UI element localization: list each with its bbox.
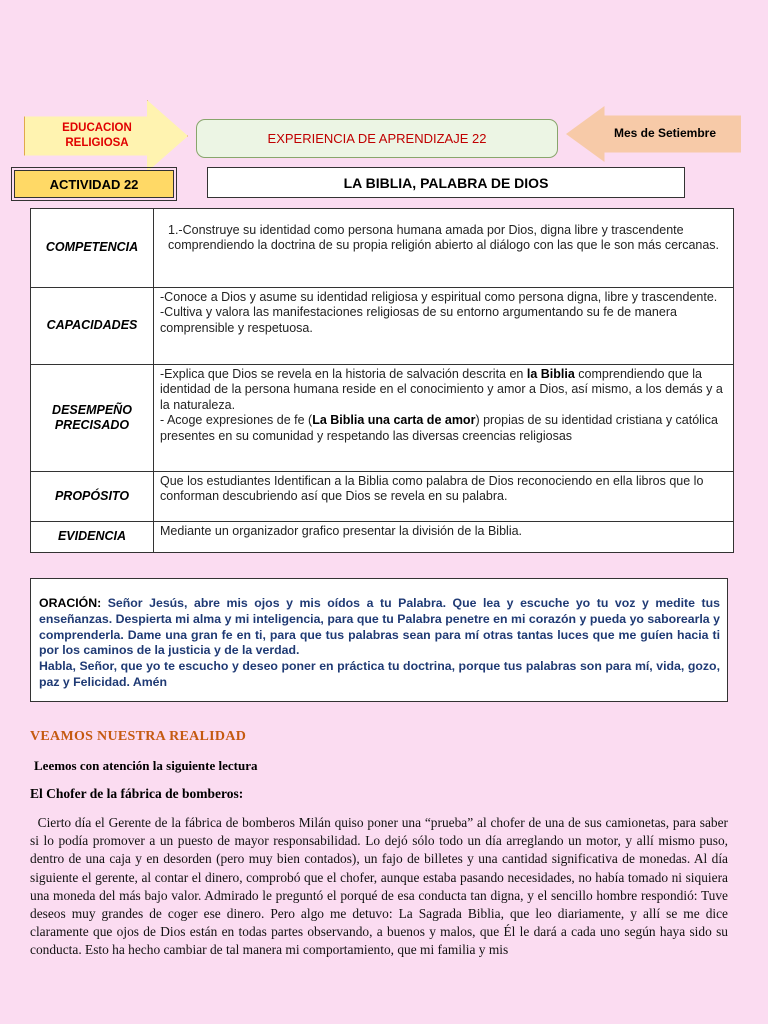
reading-instruction: Leemos con atención la siguiente lectura <box>34 758 258 773</box>
competencia-text: 1.-Construye su identidad como persona humana amada por Dios, digna libre y trascendente comprendiendo la doctrina de su propia religión abierto al diálogo con las que le son más cercanas. <box>154 209 734 288</box>
desempeno-cell <box>154 365 734 472</box>
desempeno-label-line1: DESEMPEÑO <box>52 402 132 417</box>
capacidades-text-2: -Cultiva y valora las manifestaciones religiosas de su entorno argumentando su fe de manera comprensible y respetuosa. <box>160 305 677 335</box>
competency-table <box>30 208 734 553</box>
table-row-competencia <box>31 209 734 288</box>
desempeno-text-2 <box>160 413 727 444</box>
evidencia-label: EVIDENCIA <box>31 522 154 553</box>
prayer-body: Señor Jesús, abre mis ojos y mis oídos a tu Palabra. Que lea y escuche yo tu voz y medite tus enseñanzas. Despierta mi alma y mi inteligencia, para que tu Palabra penetre en mi corazón y pueda yo saborearla y comprenderla. Dame una gran fe en ti, para que tus palabras sean para mí otras tantas luces que me guíen hacia ti por los caminos de la justicia y de la verdad. <box>39 596 720 658</box>
desempeno-part3: - Acoge expresiones de fe ( <box>160 413 313 428</box>
activity-box <box>14 170 174 198</box>
table-row-capacidades <box>31 288 734 365</box>
competencia-label: COMPETENCIA <box>31 209 154 288</box>
capacidades-text-1: -Conoce a Dios y asume su identidad religiosa y espiritual como persona digna, libre y trascendente. <box>160 290 718 304</box>
capacidades-label: CAPACIDADES <box>31 288 154 365</box>
proposito-text: Que los estudiantes Identifican a la Biblia como palabra de Dios reconociendo en ella libros que lo conforman descubriendo así que Dios se revela en su palabra. <box>154 472 734 522</box>
evidencia-text: Mediante un organizador grafico presentar la división de la Biblia. <box>154 522 734 553</box>
section-heading: VEAMOS NUESTRA REALIDAD <box>30 729 247 744</box>
story-text <box>30 814 728 960</box>
desempeno-label-line2: PRECISADO <box>54 418 130 432</box>
story-title: El Chofer de la fábrica de bomberos: <box>30 786 244 801</box>
desempeno-bold1: la Biblia <box>526 367 575 381</box>
area-label: EDUCACION RELIGIOSA <box>62 122 132 149</box>
prayer-body-2: Habla, Señor, que yo te escucho y deseo poner en práctica tu doctrina, porque tus palabras son para mí, vida, gozo, paz y Felicidad. Amén <box>39 659 720 689</box>
capacidades-cell <box>154 288 734 365</box>
desempeno-label <box>31 365 154 472</box>
experience-label: EXPERIENCIA DE APRENDIZAJE 22 <box>267 131 487 146</box>
proposito-label: PROPÓSITO <box>31 472 154 522</box>
page-title: LA BIBLIA, PALABRA DE DIOS <box>343 174 549 191</box>
desempeno-text-1 <box>160 367 727 413</box>
desempeno-part2: comprendiendo que la identidad de la persona humana reside en el conocimiento y amor a Dios, así mismo, a los demás y a la naturaleza. <box>160 367 723 412</box>
desempeno-bold2: La Biblia una carta de amor <box>312 413 476 428</box>
title-box <box>207 167 685 198</box>
prayer-box <box>30 578 728 702</box>
prayer-lead: ORACIÓN: <box>39 596 102 610</box>
month-label: Mes de Setiembre <box>613 126 717 140</box>
activity-label: ACTIVIDAD 22 <box>49 176 139 192</box>
table-row-desempeno <box>31 365 734 472</box>
experience-box <box>196 119 558 158</box>
desempeno-part4: ) propias de su identidad cristiana y católica presentes en su comunidad y respetando las diversas creencias religiosas <box>160 413 718 443</box>
desempeno-part1: -Explica que Dios se revela en la historia de salvación descrita en <box>160 367 527 381</box>
table-row-evidencia <box>31 522 734 553</box>
table-row-proposito <box>31 472 734 522</box>
story-body: Cierto día el Gerente de la fábrica de bomberos Milán quiso poner una “prueba” al chofer de una de sus camionetas, para saber si lo podía promover a un puesto de mayor responsabilidad. Lo dejó sólo todo un día arreglando un motor, y allí mismo puso, dentro de una caja y en desorden (pero muy bien contados), un fajo de billetes y una cantidad significativa de monedas. Al día siguiente el gerente, al contar el dinero, comprobó que el chofer, aunque estaba pasando necesidades, no había tomado ni siquiera una moneda del más bajo valor. Admirado le preguntó el porqué de esa conducta tan digna, y el sencillo hombre respondió: Tuve deseos muy grandes de coger ese dinero. Pero algo me detuvo: La Sagrada Biblia, que leo diariamente, y allí se me dice claramente que ojos de Dios están en todas partes observando, a buenos y malos, que Él le dará a cada uno según haya sido su conducta. Esto ha hecho cambiar de tal manera mi comportamiento, que mi familia y mis <box>30 815 728 958</box>
